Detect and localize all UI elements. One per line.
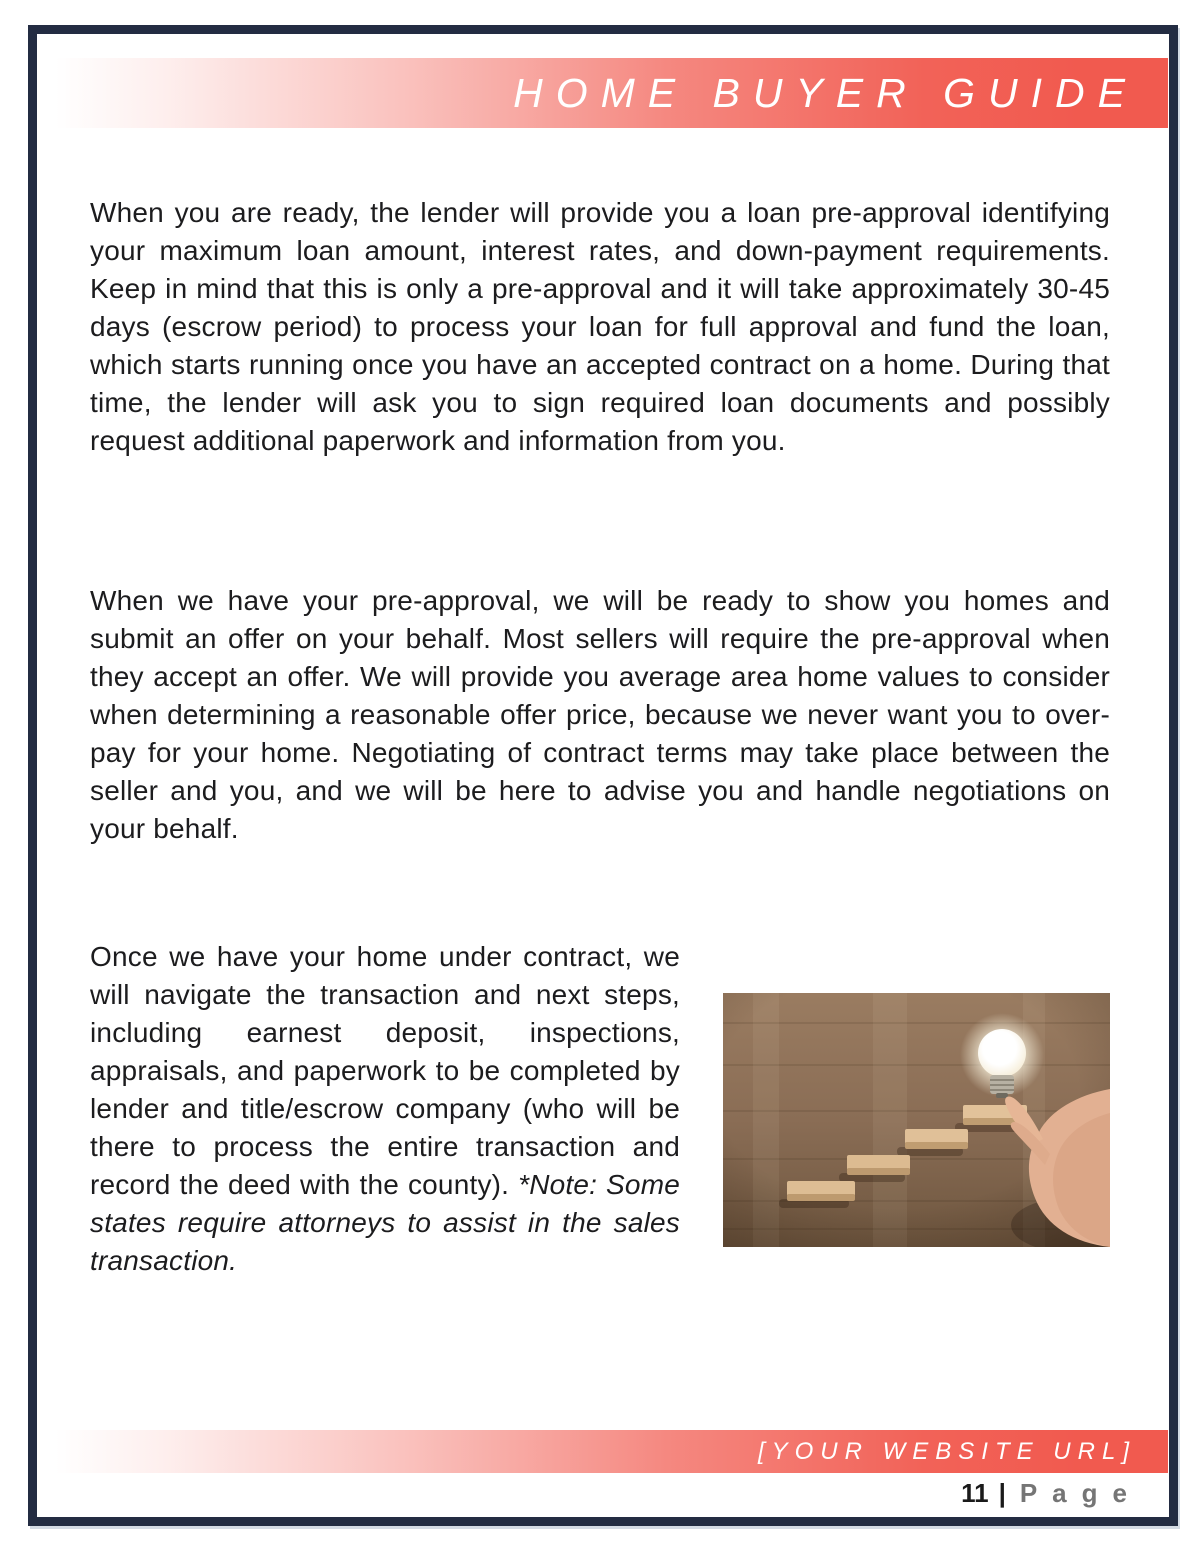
- page-number-separator: |: [998, 1478, 1006, 1508]
- paragraph-under-contract-text: Once we have your home under contract, we will navigate the transaction and next steps, including earnest deposit, inspections, appraisals, and paperwork to be completed by lender and title/escrow company (who will be there to process the entire transaction and record the deed with the county).: [90, 941, 680, 1200]
- content-row: [90, 938, 1110, 1280]
- paragraph-under-contract: [90, 938, 680, 1280]
- paragraph-offers: When we have your pre-approval, we will be ready to show you homes and submit an offer on your behalf. Most sellers will require the pre-approval when they accept an offer. We will provide you average area home values to consider when determining a reasonable offer price, because we never want you to over-pay for your home. Negotiating of contract terms may take place between the seller and you, and we will be here to advise you and handle negotiations on your behalf.: [90, 585, 1110, 844]
- staircase-lightbulb-photo: [723, 993, 1110, 1247]
- page-number-value: 11: [961, 1478, 989, 1508]
- page-label: Page: [1019, 1478, 1142, 1508]
- paragraph-note-italic: *Note: Some states require attorneys to assist in the sales transaction.: [90, 1169, 680, 1276]
- website-url-link[interactable]: [YOUR WEBSITE URL]: [757, 1437, 1136, 1465]
- page-number: [961, 1478, 1142, 1509]
- paragraph-preapproval: When you are ready, the lender will provide you a loan pre-approval identifying your maximum loan amount, interest rates, and down-payment requirements. Keep in mind that this is only a pre-approval and it will take approximately 30-45 days (escrow period) to process your loan for full approval and fund the loan, which starts running once you have an accepted contract on a home. During that time, the lender will ask you to sign required loan documents and possibly request additional paperwork and information from you.: [90, 197, 1110, 456]
- page-title: HOME BUYER GUIDE: [513, 69, 1138, 116]
- header-bar: [55, 58, 1168, 128]
- footer-bar: [55, 1430, 1168, 1473]
